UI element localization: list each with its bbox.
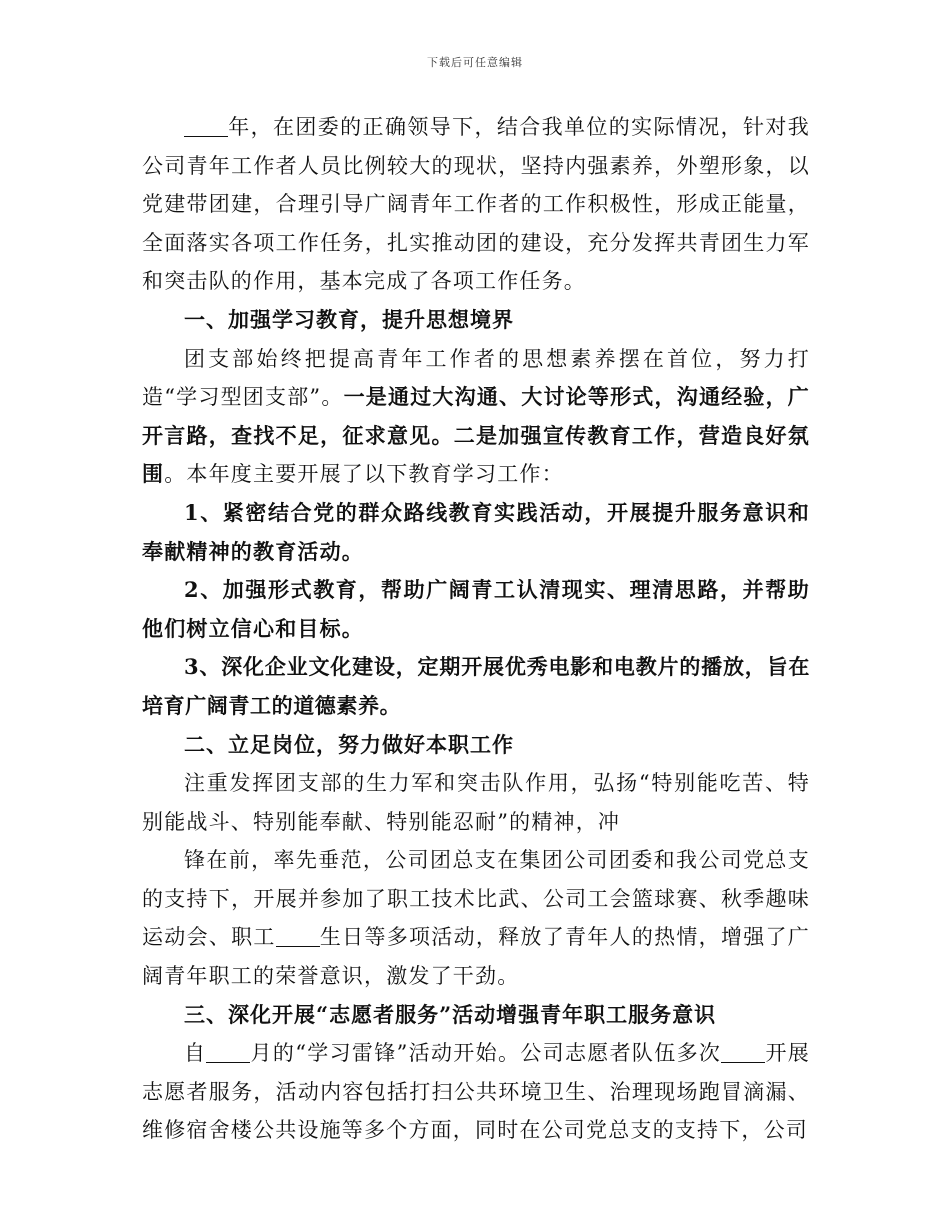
section1-item-2: 2、加强形式教育，帮助广阔青工认清现实、理清思路，并帮助他们树立信心和目标。 [142,577,810,641]
section1-item-1: 1、紧密结合党的群众路线教育实践活动，开展提升服务意识和奉献精神的教育活动。 [142,499,810,564]
section1-text-tail: 。本年度主要开展了以下教育学习工作： [164,462,564,487]
section1-text-bold: 一是通过大沟通、大讨论等形式，沟通经验，广开言路，查找不足，征求意见。二是加强宣传教育工作，营造良好氛围 [142,384,810,487]
fill-blank [206,1041,250,1063]
section3-text-a: 自 [184,1041,207,1066]
section-heading-3: 三、深化开展“志愿者服务”活动增强青年职工服务意识 [184,1001,717,1027]
section3-text-b: 月的“学习雷锋”活动开始。公司志愿者队伍多次 [250,1041,722,1066]
section-heading-2: 二、立足岗位，努力做好本职工作 [184,731,514,757]
fill-blank [184,115,228,137]
section2-paragraph-1: 注重发挥团支部的生力军和突击队作用，弘扬“特别能吃苦、特别能战斗、特别能奉献、特别能忍耐”的精神，冲 [142,771,810,834]
section3-paragraph [142,1034,810,1150]
intro-paragraph [142,108,810,301]
section1-paragraph [142,340,810,494]
section2-paragraph-2 [142,841,810,995]
section1-item-3: 3、深化企业文化建设，定期开展优秀电影和电教片的播放，旨在培育广阔青工的道德素养。 [142,654,810,718]
section3-text-c: 开展志愿者服务，活动内容包括打扫公共环境卫生、治理现场跑冒滴漏、维修宿舍楼公共设施等多个方面，同时在公司党总支的支持下，公司 [142,1041,810,1143]
document-body [142,108,810,1150]
section1-text-normal: 团支部始终把提高青年工作者的思想素养摆在首位，努力打造“学习型团支部”。 [142,346,810,410]
section2-text-b: 生日等多项活动，释放了青年人的热情，增强了广阔青年职工的荣誉意识，激发了干劲。 [142,925,810,989]
section-heading-1: 一、加强学习教育，提升思想境界 [184,306,514,332]
intro-text: 年，在团委的正确领导下，结合我单位的实际情况，针对我公司青年工作者人员比例较大的现状，坚持内强素养，外塑形象，以党建带团建，合理引导广阔青年工作者的工作积极性，形成正能量，全面落实各项工作任务，扎实推动团的建设，充分发挥共青团生力军和突击队的作用，基本完成了各项工作任务。 [142,115,810,294]
page-header: 下载后可任意编辑 [427,56,523,69]
section2-text-a: 锋在前，率先垂范，公司团总支在集团公司团委和我公司党总支的支持下，开展并参加了职工技术比武、公司工会篮球赛、秋季趣味运动会、职工 [142,848,810,950]
fill-blank [276,925,320,947]
fill-blank [721,1041,765,1063]
